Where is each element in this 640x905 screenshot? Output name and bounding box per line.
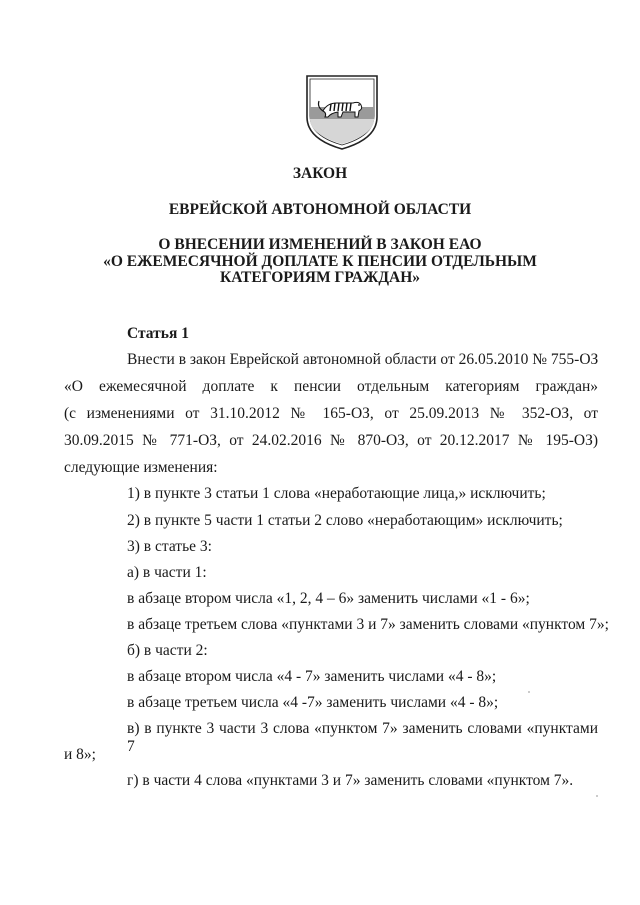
amendment-item: б) в части 2: bbox=[127, 642, 208, 659]
subject-line: КАТЕГОРИЯМ ГРАЖДАН» bbox=[219, 269, 421, 286]
scan-speck bbox=[596, 795, 598, 797]
amendment-item: в абзаце втором числа «1, 2, 4 – 6» заменить числами «1 - 6»; bbox=[127, 590, 530, 607]
subject-line: «О ЕЖЕМЕСЯЧНОЙ ДОПЛАТЕ К ПЕНСИИ ОТДЕЛЬНЫМ bbox=[103, 252, 537, 270]
law-subject bbox=[0, 237, 640, 287]
subject-line: О ВНЕСЕНИИ ИЗМЕНЕНИЙ В ЗАКОН ЕАО bbox=[158, 236, 482, 253]
intro-line: Внести в закон Еврейской автономной области от 26.05.2010 № 755-ОЗ bbox=[127, 351, 599, 368]
amendment-item: и 8»; bbox=[64, 746, 96, 763]
intro-line: следующие изменения: bbox=[64, 459, 218, 476]
amendment-item: 1) в пункте 3 статьи 1 слова «неработающие лица,» исключить; bbox=[127, 485, 546, 502]
amendment-item: в абзаце третьем слова «пунктами 3 и 7» заменить словами «пунктом 7»; bbox=[127, 616, 609, 633]
amendment-item: 2) в пункте 5 части 1 статьи 2 слово «неработающим» исключить; bbox=[127, 512, 563, 529]
document-type: ЗАКОН bbox=[292, 165, 348, 182]
scan-speck bbox=[528, 691, 530, 693]
intro-line: (с изменениями от 31.10.2012 № 165-ОЗ, от 25.09.2013 № 352-ОЗ, от bbox=[64, 405, 598, 422]
intro-line: 30.09.2015 № 771-ОЗ, от 24.02.2016 № 870-ОЗ, от 20.12.2017 № 195-ОЗ) bbox=[64, 432, 598, 449]
amendment-item: в) в пункте 3 части 3 слова «пунктом 7» заменить словами «пунктами 7 bbox=[127, 720, 598, 755]
article-heading: Статья 1 bbox=[127, 325, 189, 342]
region-name: ЕВРЕЙСКОЙ АВТОНОМНОЙ ОБЛАСТИ bbox=[168, 201, 472, 218]
amendment-item: а) в части 1: bbox=[127, 564, 207, 581]
amendment-item: г) в части 4 слова «пунктами 3 и 7» заменить словами «пунктом 7». bbox=[127, 772, 574, 789]
amendment-item: 3) в статье 3: bbox=[127, 538, 212, 555]
amendment-item: в абзаце втором числа «4 - 7» заменить числами «4 - 8»; bbox=[127, 668, 497, 685]
tiger-coat-of-arms-icon bbox=[303, 73, 381, 151]
amendment-item: в абзаце третьем числа «4 -7» заменить числами «4 - 8»; bbox=[127, 694, 499, 711]
intro-line: «О ежемесячной доплате к пенсии отдельным категориям граждан» bbox=[64, 378, 598, 395]
